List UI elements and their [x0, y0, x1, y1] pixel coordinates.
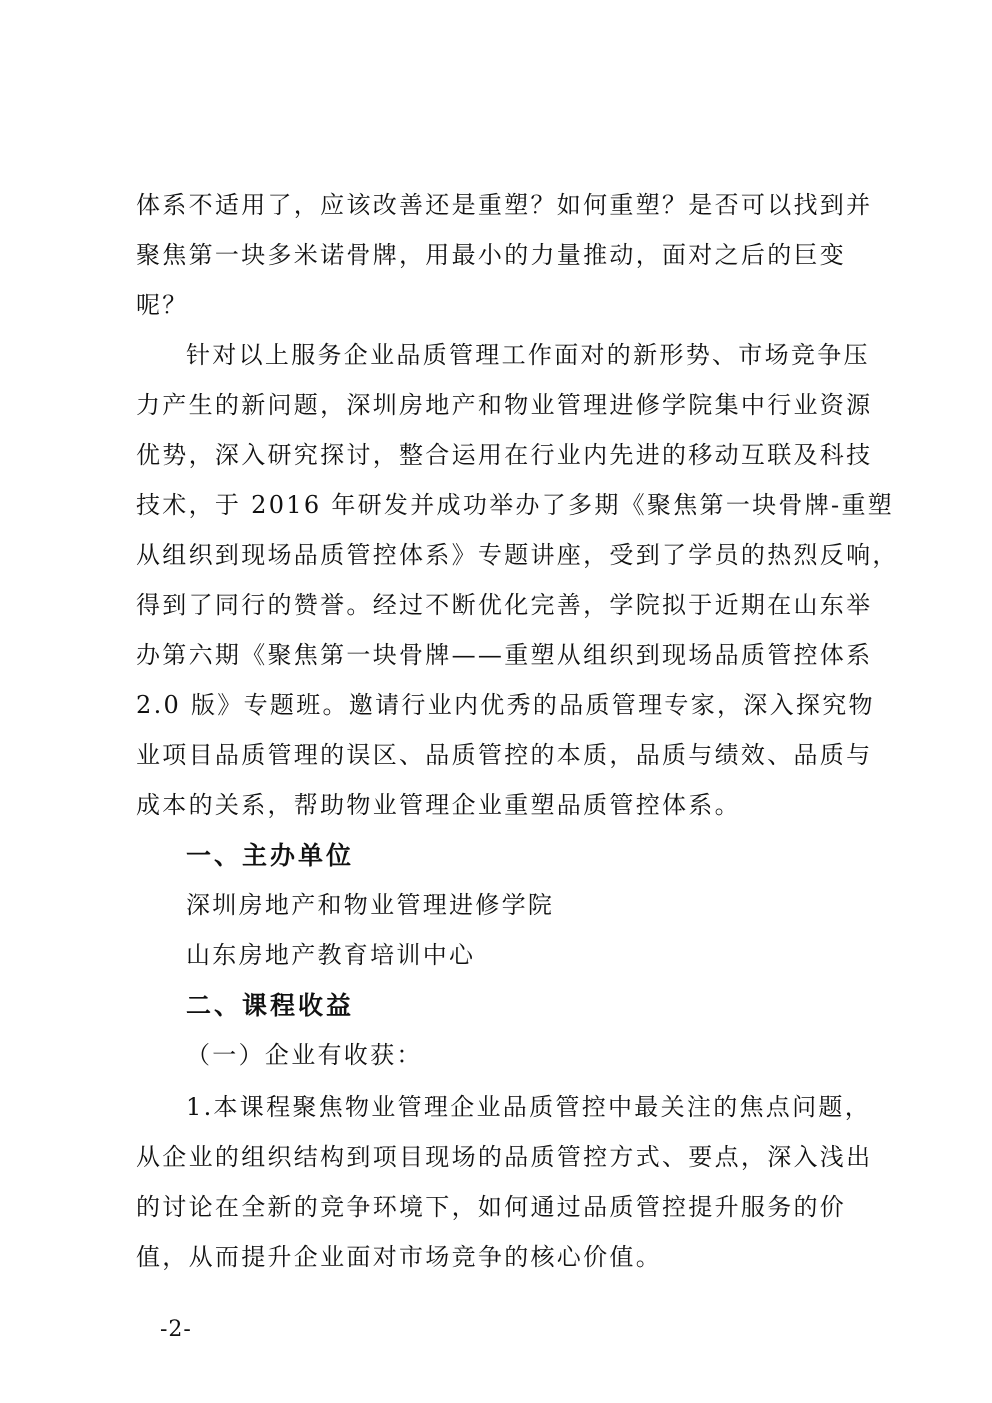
item1-line-2: 从企业的组织结构到项目现场的品质管控方式、要点，深入浅出: [136, 1143, 873, 1171]
paragraph2-line-4: 技术，于 2016 年研发并成功举办了多期《聚焦第一块骨牌-重塑: [136, 491, 895, 519]
item1-line-1: 1.本课程聚焦物业管理企业品质管控中最关注的焦点问题，: [186, 1093, 871, 1121]
paragraph1-line-3: 呢？: [136, 291, 189, 319]
paragraph2-line-5: 从组织到现场品质管控体系》专题讲座，受到了学员的热烈反响，: [136, 541, 899, 569]
item1-line-3: 的讨论在全新的竞争环境下，如何通过品质管控提升服务的价: [136, 1193, 847, 1221]
item1-line-4: 值，从而提升企业面对市场竞争的核心价值。: [136, 1243, 662, 1271]
section1-heading: 一、主办单位: [186, 841, 355, 870]
page-number: -2-: [160, 1317, 192, 1342]
paragraph2-line-3: 优势，深入研究探讨，整合运用在行业内先进的移动互联及科技: [136, 441, 873, 469]
organizer-2: 山东房地产教育培训中心: [186, 941, 476, 969]
paragraph2-line-9: 业项目品质管理的误区、品质管控的本质，品质与绩效、品质与: [136, 741, 873, 769]
section2-subheading: （一）企业有收获：: [186, 1041, 423, 1069]
paragraph2-line-7: 办第六期《聚焦第一块骨牌——重塑从组织到现场品质管控体系: [136, 641, 873, 669]
paragraph2-line-8: 2.0 版》专题班。邀请行业内优秀的品质管理专家，深入探究物: [136, 691, 875, 719]
paragraph2-line-2: 力产生的新问题，深圳房地产和物业管理进修学院集中行业资源: [136, 391, 873, 419]
organizer-1: 深圳房地产和物业管理进修学院: [186, 891, 555, 919]
paragraph1-line-2: 聚焦第一块多米诺骨牌，用最小的力量推动，面对之后的巨变: [136, 241, 847, 269]
paragraph2-line-6: 得到了同行的赞誉。经过不断优化完善，学院拟于近期在山东举: [136, 591, 873, 619]
paragraph2-line-10: 成本的关系，帮助物业管理企业重塑品质管控体系。: [136, 791, 741, 819]
paragraph2-line-1: 针对以上服务企业品质管理工作面对的新形势、市场竞争压: [186, 341, 870, 369]
paragraph1-line-1: 体系不适用了，应该改善还是重塑？如何重塑？是否可以找到并: [136, 191, 873, 219]
section2-heading: 二、课程收益: [186, 991, 355, 1020]
